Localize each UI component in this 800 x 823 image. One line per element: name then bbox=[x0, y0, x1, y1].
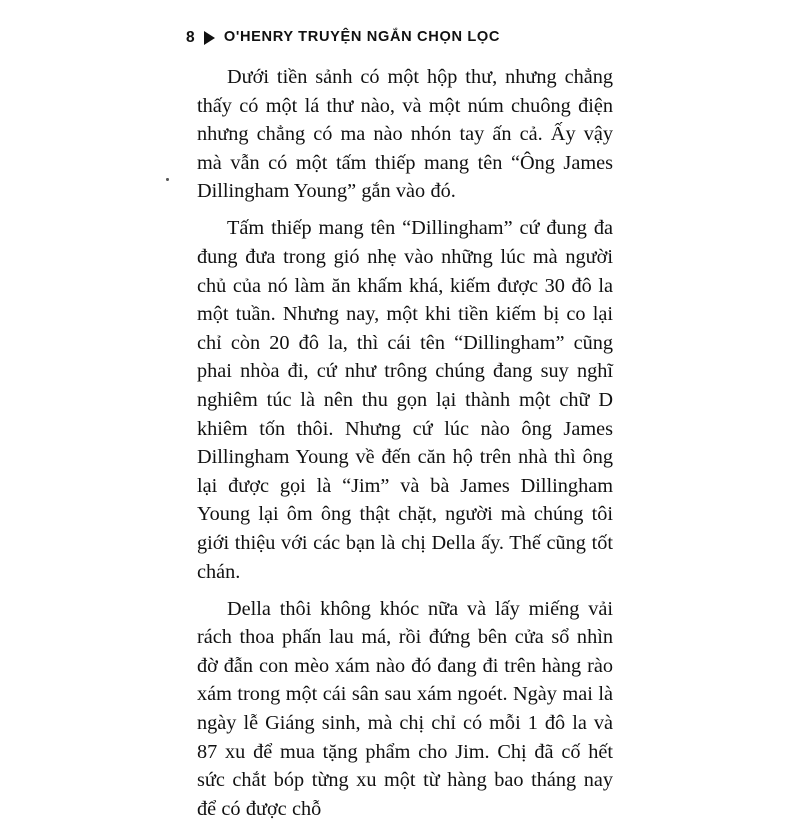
right-triangle-bullet-icon bbox=[204, 31, 215, 45]
body-text-block bbox=[197, 63, 613, 823]
paragraph: Dưới tiền sảnh có một hộp thư, nhưng chẳng thấy có một lá thư nào, và một núm chuông điện nhưng chẳng có ma nào nhón tay ấn cả. Ấy vậy mà vẫn có một tấm thiếp mang tên “Ông James Dillingham Young” gắn vào đó. bbox=[197, 66, 613, 203]
ink-speck-artifact bbox=[166, 178, 169, 181]
paragraph: Della thôi không khóc nữa và lấy miếng vải rách thoa phấn lau má, rồi đứng bên cửa sổ nhìn đờ đẫn con mèo xám nào đó đang đi trên hàng rào xám trong một cái sân sau xám ngoét. Ngày mai là ngày lễ Giáng sinh, mà chị chỉ có mỗi 1 đô la và 87 xu để mua tặng phẩm cho Jim. Chị đã cố hết sức chắt bóp từng xu một từ hàng bao tháng nay để có được chỗ bbox=[197, 597, 613, 820]
book-title: O'HENRY TRUYỆN NGẮN CHỌN LỌC bbox=[223, 29, 501, 46]
running-head bbox=[186, 30, 500, 46]
page-number: 8 bbox=[186, 29, 195, 46]
paragraph: Tấm thiếp mang tên “Dillingham” cứ đung đa đung đưa trong gió nhẹ vào những lúc mà người chủ của nó làm ăn khấm khá, kiếm được 30 đô la một tuần. Nhưng nay, một khi tiền kiếm bị co lại chỉ còn 20 đô la, thì cái tên “Dillingham” cũng phai nhòa đi, cứ như trông chúng đang suy nghĩ nghiêm túc là nên thu gọn lại thành một chữ D khiêm tốn thôi. Nhưng cứ lúc nào ông James Dillingham Young về đến căn hộ trên nhà thì ông lại được gọi là “Jim” và bà James Dillingham Young lại ôm ông thật chặt, người mà chúng tôi giới thiệu với các bạn là chị Della ấy. Thế cũng tốt chán. bbox=[197, 217, 613, 583]
